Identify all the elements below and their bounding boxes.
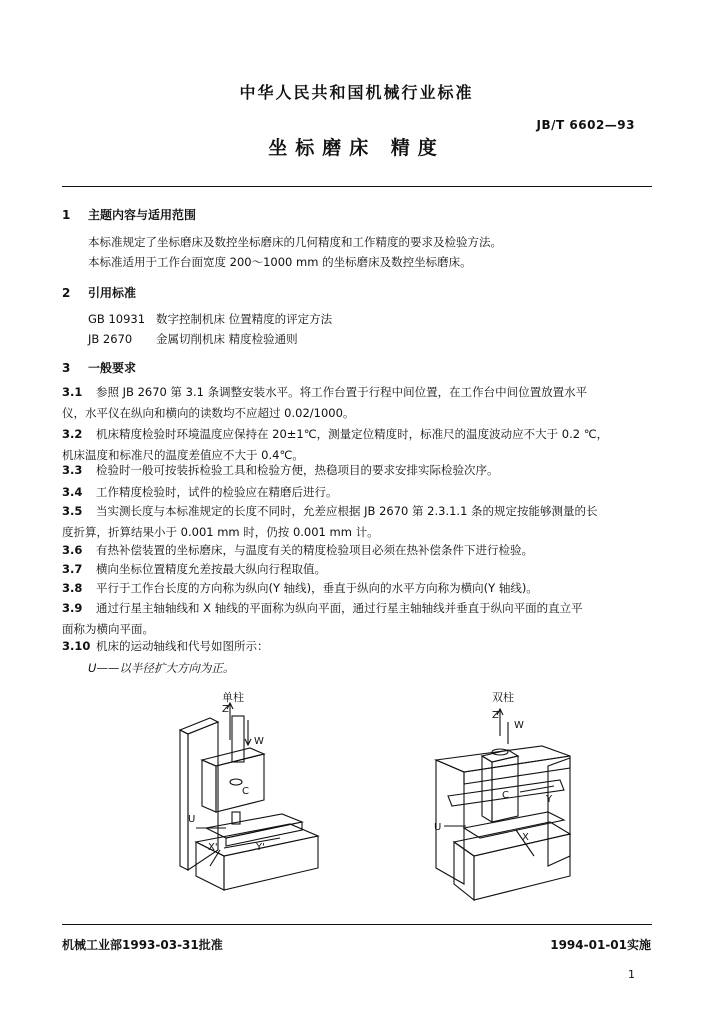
reference-row (88, 331, 298, 347)
clause-3-6 (62, 540, 652, 561)
x-prime-label: X' (208, 842, 218, 853)
w-axis-label: W (254, 736, 264, 747)
clause-number: 3.3 (62, 463, 83, 477)
x-axis-label: X (522, 832, 529, 843)
u-axis-note: U——以半径扩大方向为正。 (88, 661, 235, 675)
clause-number: 3.10 (62, 639, 91, 653)
section-number: 3 (62, 361, 71, 375)
document-title: 坐标磨床 精度 (268, 137, 445, 159)
clause-text: 横向坐标位置精度允差按最大纵向行程取值。 (96, 562, 326, 576)
clause-3-7 (62, 559, 652, 580)
double-column-grinder-diagram (430, 706, 580, 906)
clause-number: 3.4 (62, 485, 83, 499)
spindle-upper (232, 716, 244, 762)
section-1-paragraph-2: 本标准适用于工作台面宽度 200～1000 mm 的坐标磨床及数控坐标磨床。 (88, 255, 472, 269)
issuing-authority-title: 中华人民共和国机械行业标准 (239, 83, 474, 102)
section-1-paragraph-1: 本标准规定了坐标磨床及数控坐标磨床的几何精度和工作精度的要求及检验方法。 (88, 235, 502, 249)
section-title: 引用标准 (88, 286, 137, 300)
reference-name: 数字控制机床 位置精度的评定方法 (156, 312, 333, 326)
figure-caption-single-column: 单柱 (222, 691, 244, 704)
clause-number: 3.9 (62, 601, 83, 615)
section-1-heading (62, 206, 196, 223)
headstock-side (202, 760, 216, 812)
clause-text-continued: 仪，水平仪在纵向和横向的读数均不应超过 0.02/1000。 (62, 406, 355, 420)
crossbeam-front (464, 756, 570, 784)
clause-3-10 (62, 636, 652, 657)
clause-text: 通过行星主轴轴线和 X 轴线的平面称为纵向平面，通过行星主轴轴线并垂直于纵向平面的直立平 (96, 601, 583, 615)
figure-caption-double-column: 双柱 (492, 691, 514, 704)
base-front (224, 836, 318, 890)
clause-number: 3.2 (62, 427, 83, 441)
c-axis-label: C (242, 786, 249, 797)
column-top (180, 718, 218, 734)
y-axis-arrow (520, 786, 554, 792)
clause-number: 3.7 (62, 562, 83, 576)
w-axis-label: W (514, 720, 524, 731)
base-front (474, 834, 570, 900)
standard-number: JB/T 6602—93 (536, 118, 635, 132)
clause-text-continued: 面称为横向平面。 (62, 622, 154, 636)
z-axis-label: Z (222, 704, 229, 715)
clause-number: 3.5 (62, 504, 83, 518)
reference-name: 金属切削机床 精度检验通则 (156, 332, 298, 346)
section-3-heading (62, 359, 136, 376)
section-title: 主题内容与适用范围 (88, 208, 197, 222)
reference-code: JB 2670 (88, 332, 133, 346)
reference-code: GB 10931 (88, 312, 146, 326)
clause-number: 3.1 (62, 385, 83, 399)
table-top (206, 814, 302, 838)
headstock-front (216, 754, 264, 812)
c-rotation-mark (230, 779, 242, 785)
header-divider (62, 186, 652, 187)
approval-date: 机械工业部1993-03-31批准 (62, 938, 223, 952)
clause-3-5 (62, 501, 652, 543)
z-axis-label: Z (492, 710, 499, 721)
clause-3-9 (62, 598, 652, 640)
clause-text-continued: 机床温度和标准尺的温度差值应不大于 0.4℃。 (62, 448, 304, 462)
y-axis-label: Y (546, 794, 553, 805)
single-column-grinder-diagram (170, 700, 330, 910)
section-2-heading (62, 284, 136, 301)
right-column (548, 758, 570, 866)
clause-number: 3.6 (62, 543, 83, 557)
clause-text: 检验时一般可按装拆检验工具和检验方便，热稳项目的要求安排实际检验次序。 (96, 463, 499, 477)
section-number: 1 (62, 208, 71, 222)
clause-text: 平行于工作台长度的方向称为纵向(Y 轴线)，垂直于纵向的水平方向称为横向(Y 轴线)。 (96, 581, 538, 595)
clause-3-4 (62, 482, 652, 503)
table-top (464, 812, 564, 838)
headstock-side (482, 756, 492, 822)
clause-text: 机床精度检验时环境温度应保持在 20±1℃，测量定位精度时，标准尺的温度波动应不大于 0.2 ℃， (96, 427, 609, 441)
column-side (180, 730, 188, 870)
clause-3-8 (62, 578, 652, 599)
clause-3-1 (62, 382, 652, 424)
clause-3-3 (62, 460, 652, 481)
clause-number: 3.8 (62, 581, 83, 595)
footer-divider (62, 924, 652, 925)
section-number: 2 (62, 286, 71, 300)
headstock-top (202, 748, 264, 766)
u-axis-label: U (434, 822, 442, 833)
implementation-date: 1994-01-01实施 (550, 938, 651, 952)
y-axis-arrow (224, 838, 280, 848)
u-axis-label: U (188, 814, 196, 825)
clause-text: 当实测长度与本标准规定的长度不同时，允差应根据 JB 2670 第 2.3.1.1 条的规定按能够测量的长 (96, 504, 598, 518)
clause-text: 机床的运动轴线和代号如图所示： (96, 639, 269, 653)
clause-text: 有热补偿装置的坐标磨床，与温度有关的精度检验项目必须在热补偿条件下进行检验。 (96, 543, 533, 557)
section-title: 一般要求 (88, 361, 137, 375)
c-axis-label: C (502, 790, 509, 801)
clause-text-continued: 度折算，折算结果小于 0.001 mm 时，仍按 0.001 mm 计。 (62, 525, 379, 539)
clause-text: 工作精度检验时，试件的检验应在精磨后进行。 (96, 485, 338, 499)
page-number: 1 (628, 968, 635, 981)
y-prime-label: Y' (256, 842, 265, 853)
reference-row (88, 311, 332, 327)
clause-text: 参照 JB 2670 第 3.1 条调整安装水平。将工作台置于行程中间位置，在工作台中间位置放置水平 (96, 385, 588, 399)
